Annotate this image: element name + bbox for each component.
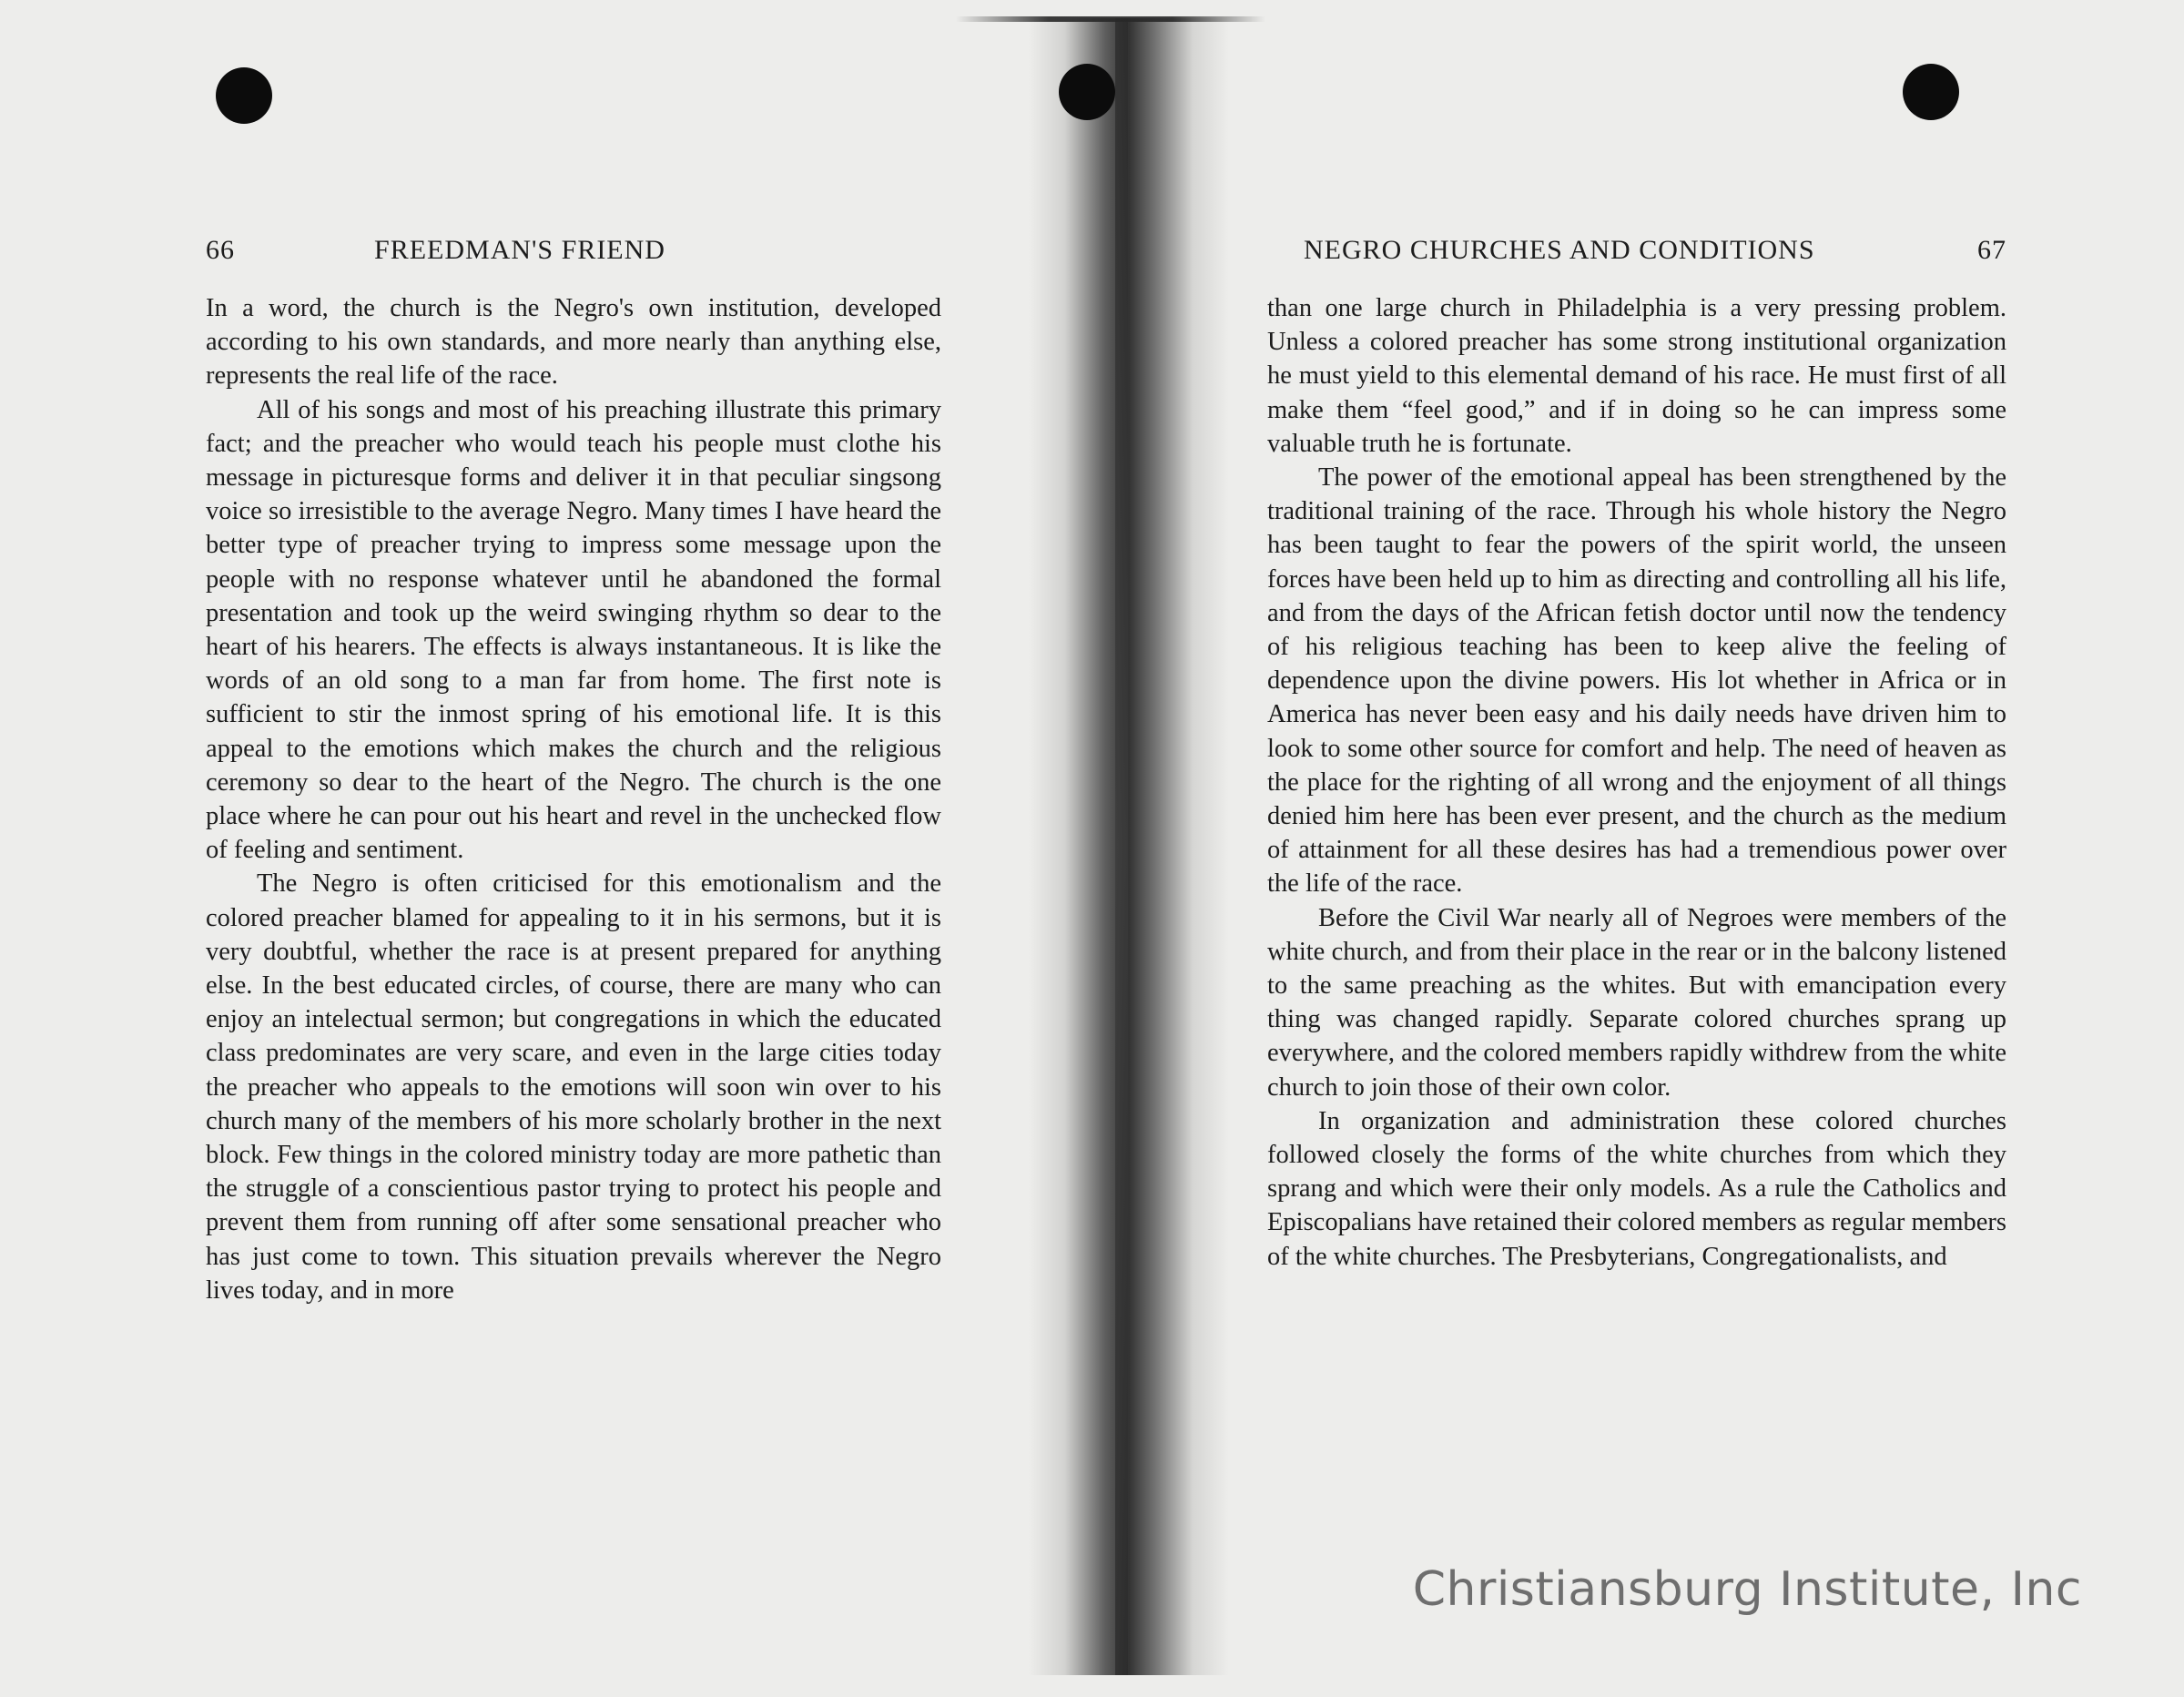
left-page-number: 66 bbox=[206, 235, 235, 265]
right-body-text bbox=[1267, 291, 2006, 1274]
right-paragraph-2: The power of the emotional appeal has been strengthened by the traditional training of the race. Through his whole history the Negro has been taught to fear the powers of the spirit world, the unseen forces have been held up to him as directing and controlling all his life, and from the days of the African fetish doctor until now the tendency of his religious teaching has been to keep alive the feeling of dependence upon the divine powers. His lot whether in Africa or in America has never been easy and his daily needs have driven him to look to some other source for comfort and help. The need of heaven as the place for the righting of all wrong and the enjoyment of all things denied him here has been ever present, and the church as the medium of attainment for all these desires has had a tremendious power over the life of the race. bbox=[1267, 463, 2007, 899]
top-edge-shadow bbox=[956, 16, 1265, 22]
left-paragraph-3: The Negro is often criticised for this emotionalism and the colored preacher blamed for appealing to it in his sermons, but it is very doubtful, whether the race is at present prepared for anything else. In the best educated circles, of course, there are many who can enjoy an intelectual sermon; but congregations in which the educated class predominates are very scare, and even in the large cities today the preacher who appeals to the emotions will soon win over to his church many of the members of his more scholarly brother in the next block. Few things in the colored ministry today are more pathetic than the struggle of a conscientious pastor trying to protect his people and prevent them from running off after some sensational preacher who has just come to town. This situation prevails wherever the Negro lives today, and in more bbox=[206, 869, 941, 1305]
book-gutter-shadow bbox=[1029, 18, 1229, 1675]
left-page bbox=[206, 235, 941, 1307]
right-page bbox=[1267, 235, 2006, 1274]
right-running-head bbox=[1267, 235, 2006, 282]
left-running-head bbox=[206, 235, 941, 282]
punch-hole-right bbox=[1903, 64, 1959, 120]
right-paragraph-3: Before the Civil War nearly all of Negroes were members of the white church, and from their place in the rear or in the balcony listened to the same preaching as the whites. But with emancipation every thing was changed rapidly. Separate colored churches sprang up everywhere, and the colored members rapidly withdrew from the white church to join those of their own color. bbox=[1267, 903, 2006, 1102]
right-paragraph-1: than one large church in Philadelphia is a very pressing problem. Unless a colored preacher has some strong institutional organization he must yield to this elemental demand of his race. He must first of all make them “feel good,” and if in doing so he can impress some valuable truth he is fortunate. bbox=[1267, 294, 2006, 458]
right-paragraph-4: In organization and administration these colored churches followed closely the forms of the white churches from which they sprang and which were their only models. As a rule the Catholics and Episcopalians have retained their colored members as regular members of the white churches. The Presbyterians, Congregationalists, and bbox=[1267, 1106, 2006, 1271]
right-page-number: 67 bbox=[1977, 235, 2006, 265]
left-paragraph-1: In a word, the church is the Negro's own institution, developed according to his own standards, and more nearly than anything else, represents the real life of the race. bbox=[206, 294, 941, 391]
left-paragraph-2: All of his songs and most of his preaching illustrate this primary fact; and the preacher who would teach his people must clothe his message in picturesque forms and deliver it in that peculiar singsong voice so irresistible to the average Negro. Many times I have heard the better type of preacher trying to impress some message upon the people with no response whatever until he abandoned the formal presentation and took up the weird swinging rhythm so dear to the heart of his hearers. The effects is always instantaneous. It is like the words of an old song to a man far from home. The first note is sufficient to stir the inmost spring of his emotional life. It is this appeal to the emotions which makes the church and the religious ceremony so dear to the heart of the Negro. The church is the one place where he can pour out his heart and revel in the unchecked flow of feeling and sentiment. bbox=[206, 395, 941, 865]
right-running-title: NEGRO CHURCHES AND CONDITIONS bbox=[1304, 235, 1815, 265]
left-body-text bbox=[206, 291, 941, 1307]
left-running-title: FREEDMAN'S FRIEND bbox=[374, 235, 665, 265]
punch-hole-center bbox=[1059, 64, 1115, 120]
punch-hole-left bbox=[216, 67, 272, 124]
gutter-spine-line bbox=[1115, 18, 1128, 1675]
watermark-text: Christiansburg Institute, Inc bbox=[1412, 1562, 2082, 1617]
